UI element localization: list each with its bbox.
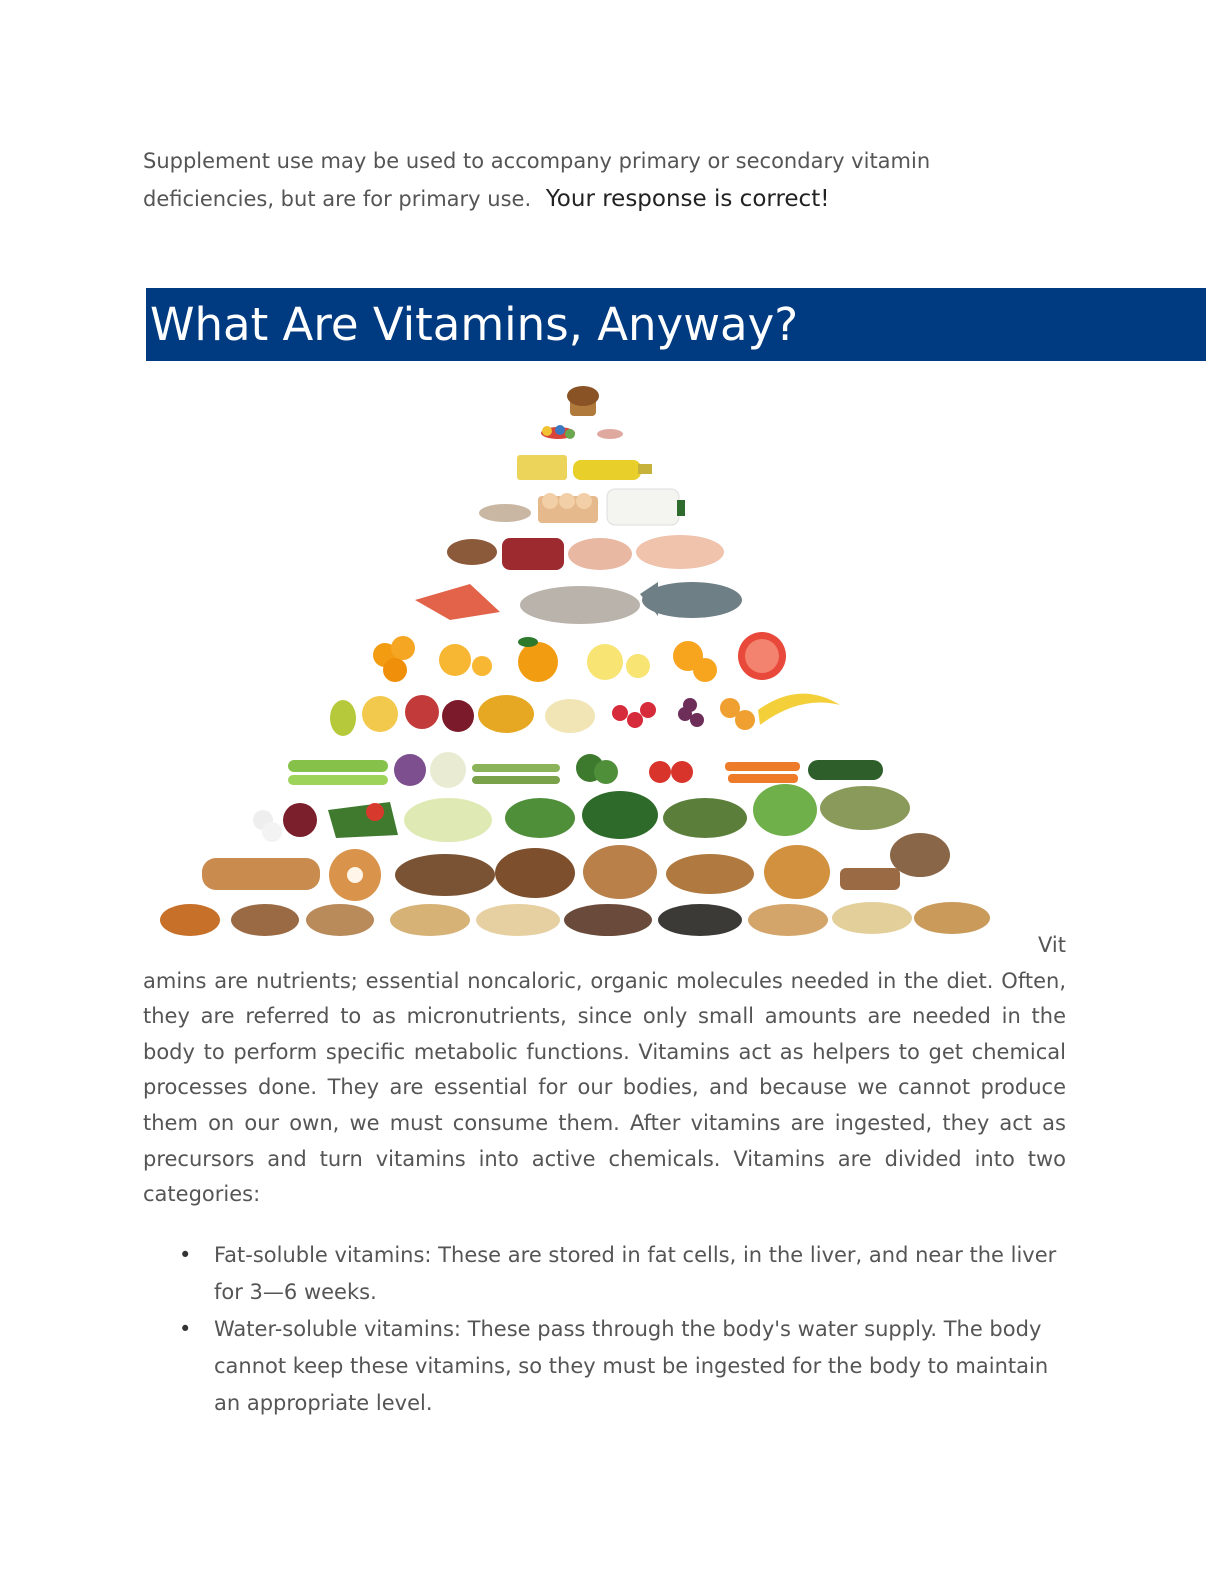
bullet-marker: • [179, 1243, 192, 1267]
bullet-marker: • [179, 1317, 192, 1341]
muffin-icon [567, 386, 599, 416]
butter-oil-icon [517, 455, 652, 480]
section-title: What Are Vitamins, Anyway? [150, 298, 799, 351]
vitamins-paragraph [143, 928, 1066, 1213]
paragraph-text: amins are nutrients; essential noncaloric, organic molecules needed in the diet. Often, they are referred to as micronutrients, since only small amounts are needed in the body to perform specific metabolic functions. Vitamins act as helpers to get chemical processes done. They are essential for our bodies, and because we cannot produce them on our own, we must consume them. After vitamins are ingested, they act as precursors and turn vitamins into active chemicals. Vitamins are divided into two categories: [143, 968, 1066, 1207]
meat-nuts-icon [447, 535, 724, 570]
paragraph-lead: Vit [1038, 933, 1066, 957]
list-item-text: Water-soluble vitamins: These pass through the body's water supply. The body cannot keep these vitamins, so they must be ingested for the body to maintain an appropriate level. [214, 1317, 1049, 1415]
leafy-greens-icon [253, 784, 910, 842]
vegetables-icon [288, 752, 883, 788]
list-item [143, 1237, 1066, 1311]
fish-icon [415, 582, 742, 624]
food-pyramid-image [160, 380, 1024, 945]
response-feedback: Your response is correct! [545, 186, 830, 212]
list-item-text: Fat-soluble vitamins: These are stored in fat cells, in the liver, and near the liver for 3—6 weeks. [214, 1243, 1057, 1304]
section-banner [146, 288, 1206, 361]
intro-text: Supplement use may be used to accompany primary or secondary vitamin deficiencies, but are for primary use. [143, 149, 931, 211]
breads-icon [202, 833, 950, 901]
citrus-fruit-icon [373, 632, 786, 682]
dairy-eggs-icon [479, 489, 685, 525]
candy-icon [541, 425, 623, 439]
intro-paragraph [143, 142, 1023, 218]
vitamin-categories-list [143, 1237, 1066, 1422]
fruits-icon [330, 694, 840, 736]
list-item [143, 1311, 1066, 1422]
